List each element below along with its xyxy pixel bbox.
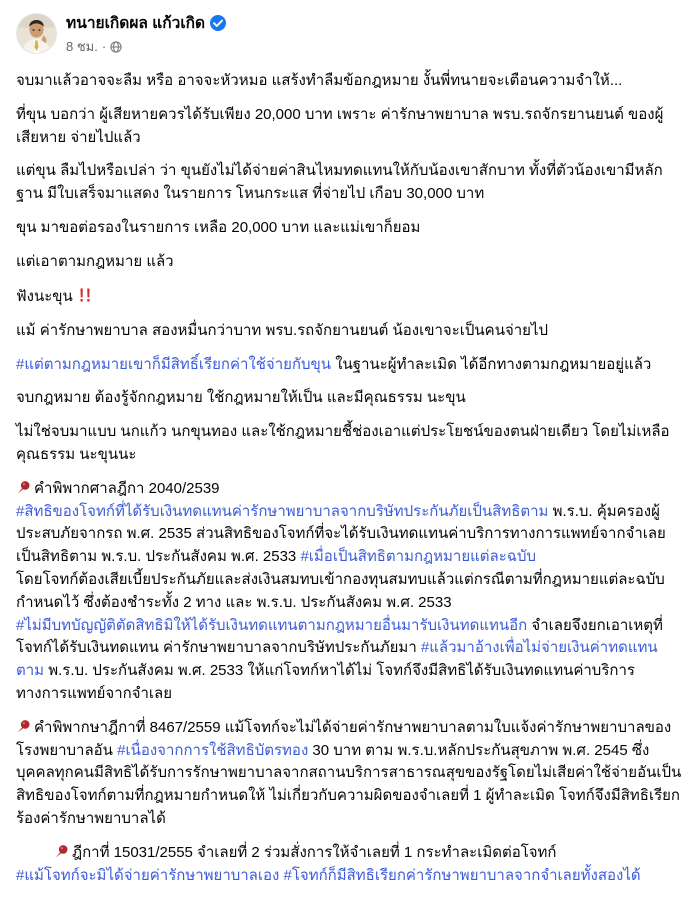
text-segment: โดยโจทก์ต้องเสียเบี้ยประกันภัยและส่งเงินสมทบเข้ากองทุนสมทบแล้วแต่กรณีตามที่กฎหมายแต่ละฉบับกำหนดไว้ ซึ่งต้องชำระทั้ง 2 ทาง และ พ.ร.บ. ประกันสังคม พ.ศ. 2533 [16, 571, 665, 611]
text-segment: 30 บาท ตาม พ.ร.บ.หลักประกันสุขภาพ พ.ศ. 2545 ซึ่งบุคคลทุกคนมีสิทธิได้รับการรักษาพยาบาลจากสถานบริการสาธารณสุขของรัฐโดยไม่เสียค่าใช้จ่ายอันเป็นสิทธิของโจทก์ตามที่กฎหมายกำหนดให้ ไม่เกี่ยวกับความผิดของจำเลยที่ 1 ผู้ทำละเมิด โจทก์จึงมีสิทธิเรียกร้องค่ารักษาพยาบาลได้ [16, 741, 682, 828]
post-paragraph [16, 160, 684, 206]
text-segment: คำพิพากศาลฎีกา 2040/2539 [34, 479, 220, 497]
post-paragraph [16, 478, 684, 706]
post-header [16, 10, 684, 57]
avatar-image [17, 14, 56, 53]
text-segment: จำเลยจึงยกเอาเหตุที่โจทก์ได้รับเงินทดแทน ค่ารักษาพยาบาลจากบริษัทประกันภัยมา [16, 616, 663, 657]
author-name[interactable]: ทนายเกิดผล แก้วเกิด [66, 15, 206, 32]
text-segment: ขุน มาขอต่อรองในรายการ เหลือ 20,000 บาท และแม่เขาก็ยอม [16, 218, 421, 236]
post-paragraph [16, 320, 684, 343]
hashtag-link[interactable]: #ไม่มีบทบัญญัติตัดสิทธิมิให้ได้รับเงินทดแทนตามกฎหมายอื่นมารับเงินทดแทนอีก [16, 616, 528, 634]
hashtag-link[interactable]: #เนื่องจากการใช้สิทธิบัตรทอง [117, 741, 309, 759]
text-segment: จบกฎหมาย ต้องรู้จักกฎหมาย ใช้กฎหมายให้เป็น และมีคุณธรรม นะขุน [16, 389, 466, 407]
double-exclamation-emoji: !! [78, 286, 93, 306]
text-segment: ที่ขุน บอกว่า ผู้เสียหายควรได้รับเพียง 20,000 บาท เพราะ ค่ารักษาพยาบาล พรบ.รถจักรยานยนต์ ของผู้เสียหาย จ่ายไปแล้ว [16, 105, 664, 146]
hashtag-link[interactable]: #แม้โจทก์จะมิได้จ่ายค่ารักษาพยาบาลเอง [16, 866, 280, 884]
text-segment: แม้ ค่ารักษาพยาบาล สองหมื่นกว่าบาท พรบ.รถจักยานยนต์ น้องเขาจะเป็นคนจ่ายไป [16, 321, 549, 339]
text-segment: ในฐานะผู้ทำละเมิด ได้อีกทางตามกฎหมายอยู่แล้ว [331, 355, 652, 373]
meta-separator: · [101, 39, 107, 54]
pushpin-icon [16, 480, 31, 495]
post-paragraph [16, 842, 684, 888]
verified-badge-icon [210, 15, 226, 31]
post-paragraph [16, 717, 684, 831]
text-segment: ไม่ใช่จบมาแบบ นกแก้ว นกขุนทอง และใช้กฎหมายชี้ช่องเอาแต่ประโยชน์ของตนฝ่ายเดียว โดยไม่เหลือคุณธรรม นะขุนนะ [16, 423, 670, 464]
timestamp-row[interactable] [66, 36, 226, 57]
text-segment: ฟังนะขุน [16, 287, 77, 305]
post-paragraph [16, 251, 684, 274]
hashtag-link[interactable]: #แล้วมาอ้างเพื่อไม่จ่ายเงินค่าทดแทนตาม [16, 639, 658, 680]
post-paragraph [16, 285, 684, 309]
text-segment: พ.ร.บ. คุ้มครองผู้ประสบภัยจากรถ พ.ศ. 2535 ส่วนสิทธิของโจทก์ที่จะได้รับเงินทดแทนค่าบริการทางการแพทย์จากจำเลยเป็นสิทธิตาม พ.ร.บ. ประกันสังคม พ.ศ. 2533 [16, 502, 666, 566]
text-segment: พ.ร.บ. ประกันสังคม พ.ศ. 2533 ให้แก่โจทก์หาได้ไม่ โจทก์จึงมีสิทธิได้รับเงินทดแทนค่าบริการทางการแพทย์จากจำเลย [16, 662, 635, 703]
post-paragraph [16, 70, 684, 93]
text-segment: แต่เอาตามกฎหมาย แล้ว [16, 252, 174, 270]
pushpin-icon [16, 719, 31, 734]
text-segment: จบมาแล้วอาจจะลืม หรือ อาจจะหัวหมอ แสร้งทำลืมข้อกฎหมาย งั้นพี่ทนายจะเตือนความจำให้... [16, 72, 623, 89]
pushpin-icon [54, 844, 69, 859]
post-paragraph [16, 217, 684, 240]
globe-icon [110, 41, 122, 53]
hashtag-link[interactable]: #แต่ตามกฎหมายเขาก็มีสิทธิ์เรียกค่าใช้จ่ายกับขุน [16, 355, 332, 373]
hashtag-link[interactable]: #โจทก์ก็มีสิทธิเรียกค่ารักษาพยาบาลจากจำเลยทั้งสองได้ [283, 866, 641, 884]
post-text [16, 70, 684, 887]
timestamp: 8 ชม. [66, 39, 98, 54]
text-segment: แต่ขุน ลืมไปหรือเปล่า ว่า ขุนยังไม่ได้จ่ายค่าสินไหมทดแทนให้กับน้องเขาสักบาท ทั้งที่ตัวน้องเขามีหลักฐาน มีใบเสร็จมาแสดง ในรายการ โหนกระแส ที่จ่ายไป เกือบ 30,000 บาท [16, 162, 663, 203]
avatar[interactable] [16, 13, 57, 54]
header-info [66, 10, 226, 57]
text-segment: คำพิพากษาฎีกาที่ 8467/2559 แม้โจทก์จะไม่ได้จ่ายค่ารักษาพยาบาลตามใบแจ้งค่ารักษาพยาบาลของโรงพยาบาลอัน [16, 718, 672, 759]
post-paragraph [16, 387, 684, 410]
post-paragraph [16, 104, 684, 150]
text-segment: ฎีกาที่ 15031/2555 จำเลยที่ 2 ร่วมสั่งการให้จำเลยที่ 1 กระทำละเมิดต่อโจทก์ [72, 843, 557, 861]
post-paragraph [16, 421, 684, 467]
post-paragraph [16, 354, 684, 377]
hashtag-link[interactable]: #สิทธิของโจทก์ที่ได้รับเงินทดแทนค่ารักษาพยาบาลจากบริษัทประกันภัยเป็นสิทธิตาม [16, 502, 549, 520]
name-row [66, 10, 226, 35]
hashtag-link[interactable]: #เมื่อเป็นสิทธิตามกฎหมายแต่ละฉบับ [300, 548, 537, 566]
